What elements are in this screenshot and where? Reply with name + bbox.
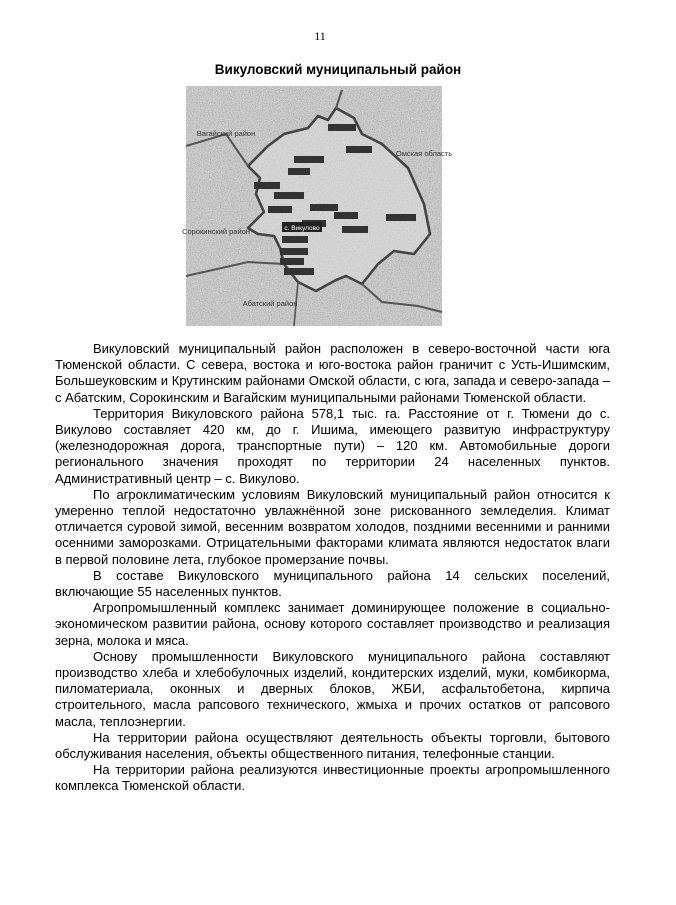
settlement-marker bbox=[346, 146, 372, 153]
settlement-marker bbox=[294, 156, 324, 163]
settlement-marker bbox=[284, 268, 314, 275]
body-text bbox=[55, 341, 610, 795]
paragraph: Викуловский муниципальный район расположен в северо-восточной части юга Тюменской области. С севера, востока и юго-востока район граничит с Усть-Ишимским, Большеуковским и Крутинским районами Омской области, с юга, запада и северо-запада – с Абатским, Сорокинским и Вагайским муниципальными районами Тюменской области. bbox=[55, 341, 610, 405]
settlement-marker bbox=[268, 206, 292, 213]
region-label: Абатский район bbox=[242, 299, 298, 308]
settlement-marker bbox=[310, 204, 338, 211]
settlement-marker bbox=[334, 212, 358, 219]
settlement-marker bbox=[274, 192, 304, 199]
settlement-marker bbox=[282, 236, 308, 243]
paragraph: Основу промышленности Викуловского муниципального района составляют производство хлеба и хлебобулочных изделий, кондитерских изделий, муки, комбикорма, пиломатериала, оконных и дверных блоков, ЖБИ, асфальтобетона, кирпича строительного, масла рапсового технического, жмыха и прочих остатков от рапсового масла, теплоэнергии. bbox=[55, 648, 610, 729]
paragraph: Агропромышленный комплекс занимает доминирующее положение в социально-экономическом развитии района, основу которого составляет производство и реализация зерна, молока и мяса. bbox=[55, 600, 610, 648]
settlement-marker bbox=[386, 214, 416, 221]
paragraph: На территории района реализуются инвестиционные проекты агропромышленного комплекса Тюменской области. bbox=[55, 762, 610, 794]
center-label: с. Викулово bbox=[284, 225, 320, 232]
page-title: Викуловский муниципальный район bbox=[214, 62, 462, 77]
paragraph: По агроклиматическим условиям Викуловский муниципальный район относится к умеренно теплой недостаточно увлажнённой зоне рискованного земледелия. Климат отличается суровой зимой, весенним возвратом холодов, поздними весенними и ранними осенними заморозками. Отрицательными факторами климата являются недостаток влаги в первой половине лета, глубокое промерзание почвы. bbox=[55, 486, 610, 567]
settlement-marker bbox=[280, 258, 304, 265]
paragraph: В составе Викуловского муниципального района 14 сельских поселений, включающие 55 населенных пунктов. bbox=[55, 567, 610, 600]
region-label: Омская область bbox=[395, 149, 453, 158]
district-map bbox=[182, 86, 453, 326]
region-label: Сорокинский район bbox=[182, 227, 250, 236]
paragraph: На территории района осуществляют деятельность объекты торговли, бытового обслуживания населения, объекты общественного питания, телефонные станции. bbox=[55, 729, 610, 762]
page-number: 11 bbox=[314, 29, 326, 43]
settlement-marker bbox=[328, 124, 356, 131]
settlement-marker bbox=[280, 248, 308, 255]
paragraph: Территория Викуловского района 578,1 тыс. га. Расстояние от г. Тюмени до с. Викулово составляет 420 км, до г. Ишима, имеющего развитую инфраструктуру (железнодорожная дорога, транспортные пути) – 120 км. Автомобильные дороги регионального значения проходят по территории 24 населенных пунктов. Административный центр – с. Викулово. bbox=[55, 405, 610, 486]
settlement-marker bbox=[342, 226, 368, 233]
settlement-marker bbox=[288, 168, 310, 175]
settlement-marker bbox=[254, 182, 280, 189]
region-label: Вагайский район bbox=[196, 129, 256, 138]
